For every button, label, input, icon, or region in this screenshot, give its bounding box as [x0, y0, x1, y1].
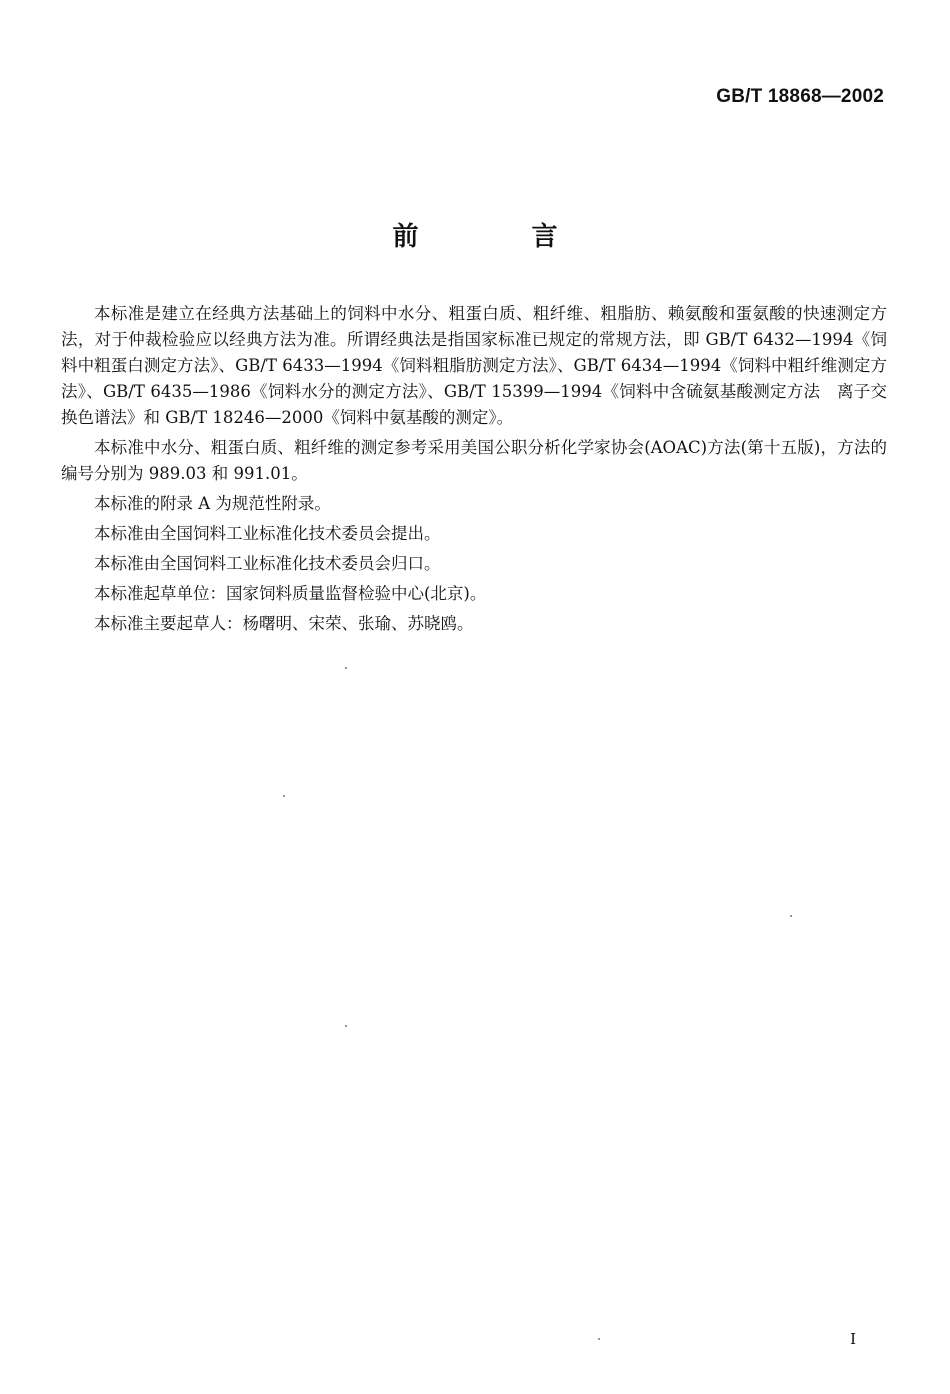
paragraph-administered-by: 本标准由全国饲料工业标准化技术委员会归口。 [94, 554, 441, 573]
scan-speck [790, 915, 792, 917]
paragraph-aoac-reference: 本标准中水分、粗蛋白质、粗纤维的测定参考采用美国公职分析化学家协会(AOAC)方法(第十五版)，方法的编号分别为 989.03 和 991.01。 [61, 438, 887, 483]
scan-speck [345, 1025, 347, 1027]
paragraph-appendix: 本标准的附录 A 为规范性附录。 [94, 494, 331, 513]
paragraph-proposed-by: 本标准由全国饲料工业标准化技术委员会提出。 [94, 524, 441, 543]
paragraph-classic-methods: 本标准是建立在经典方法基础上的饲料中水分、粗蛋白质、粗纤维、粗脂肪、赖氨酸和蛋氨酸的快速测定方法，对于仲裁检验应以经典方法为准。所谓经典法是指国家标准已规定的常规方法，即 GB/T 6432—1994《饲料中粗蛋白测定方法》、GB/T 6433—1994《饲料粗脂肪测定方法》、GB/T 6434—1994《饲料中粗纤维测定方法》、GB/T 6435—1986《饲料水分的测定方法》、GB/T 15399—1994《饲料中含硫氨基酸测定方法 离子交换色谱法》和 GB/T 18246—2000《饲料中氨基酸的测定》。 [61, 304, 887, 427]
scan-speck [345, 667, 347, 669]
foreword-body [61, 301, 887, 641]
paragraph-drafting-unit: 本标准起草单位：国家饲料质量监督检验中心(北京)。 [94, 584, 487, 603]
page-title: 前 言 [392, 222, 610, 252]
page-number: I [850, 1330, 856, 1348]
paragraph-drafters: 本标准主要起草人：杨曙明、宋荣、张瑜、苏晓鸥。 [94, 614, 474, 633]
standard-number: GB/T 18868—2002 [716, 86, 884, 107]
scan-speck [283, 795, 285, 797]
scan-speck [598, 1338, 600, 1340]
